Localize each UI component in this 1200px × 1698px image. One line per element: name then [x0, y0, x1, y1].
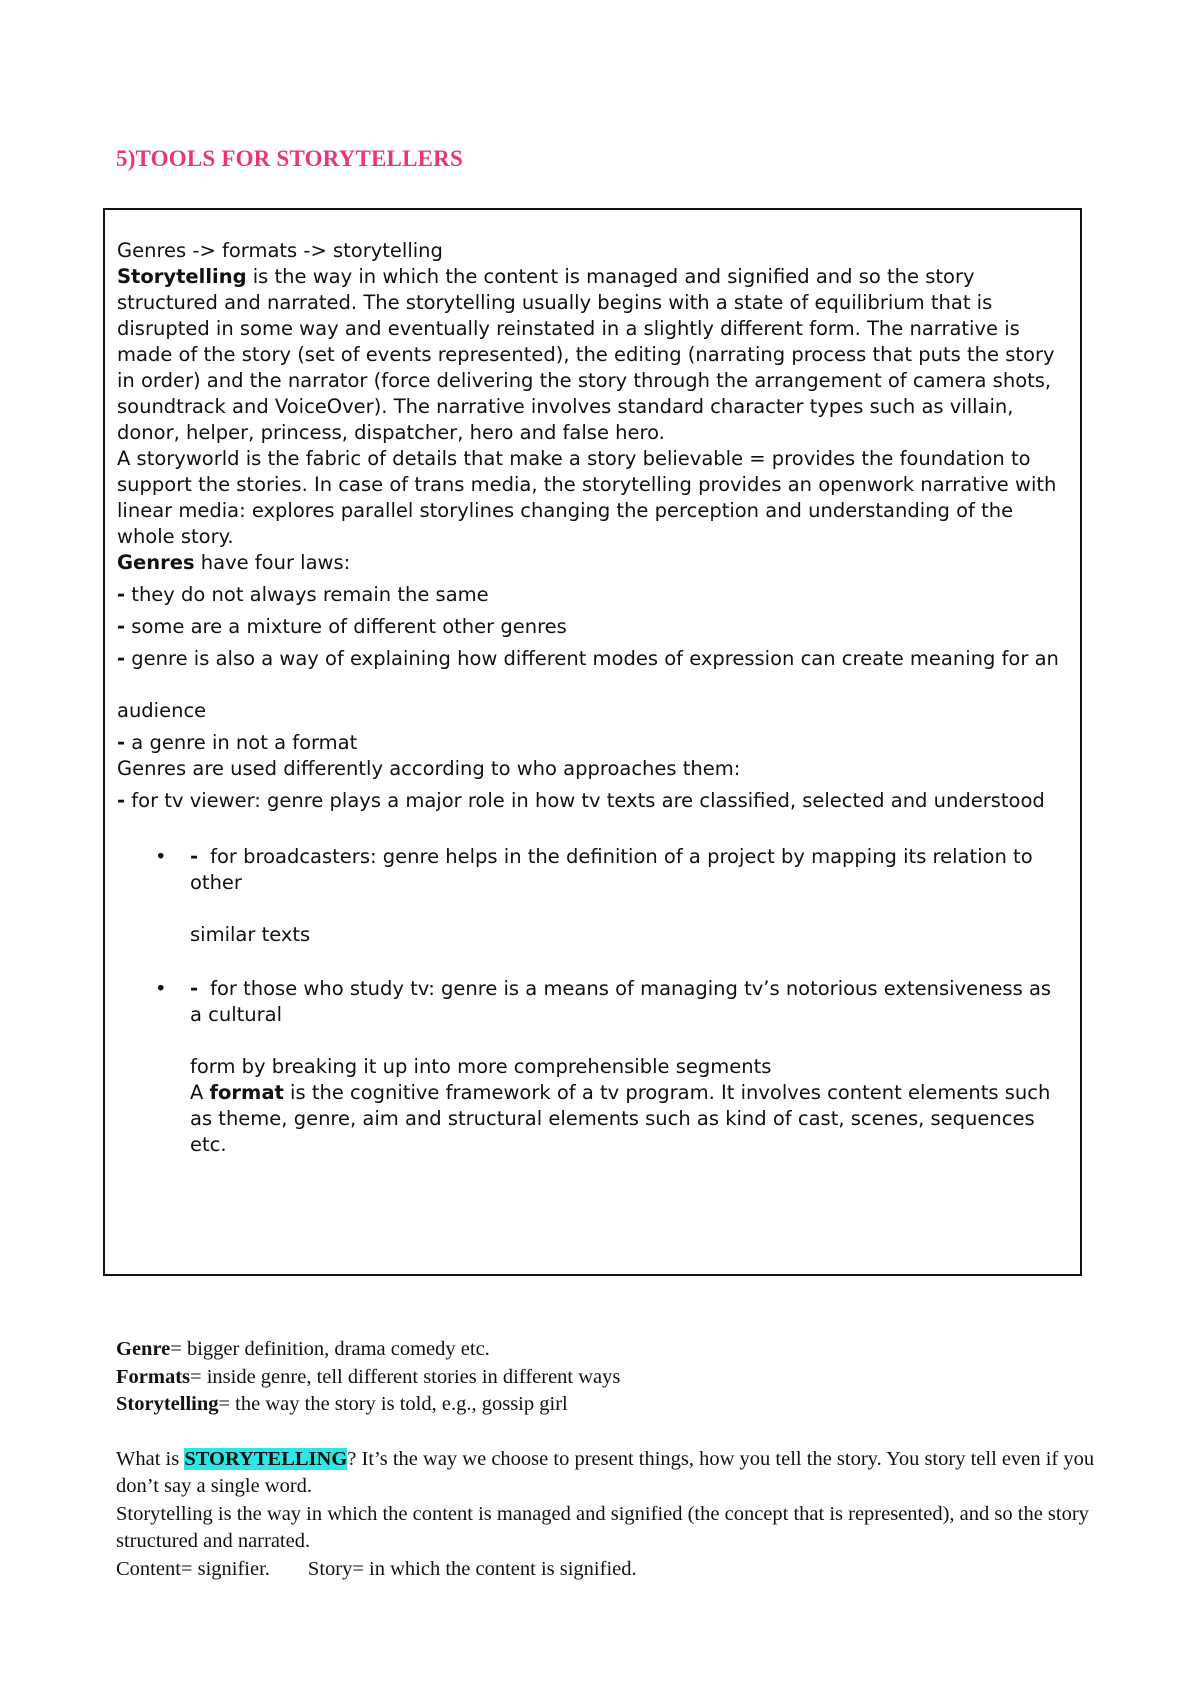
genres-laws-heading: Genres have four laws:: [117, 551, 351, 574]
summary-box-content: [117, 238, 1067, 1158]
spacer: [116, 1419, 1096, 1446]
storyworld-paragraph: A storyworld is the fabric of details that make a story believable = provides the foundation to support the stories. In case of trans media, the storytelling provides an openwork narrative with linear media: explores parallel storylines changing the perception and understanding of the whole story.: [117, 447, 1057, 548]
format-term: format: [209, 1081, 284, 1104]
law-item: - they do not always remain the same: [117, 583, 489, 606]
flow-line: Genres -> formats -> storytelling: [117, 239, 443, 262]
genres-usage-line: Genres are used differently according to who approaches them:: [117, 757, 741, 780]
definition-line: Genre= bigger definition, drama comedy etc.: [116, 1338, 490, 1360]
storytelling-definition: Storytelling is the way in which the content is managed and signified (the concept that is represented), and so the story structured and narrated.: [116, 1502, 1089, 1552]
content-story-line: Content= signifier. Story= in which the content is signified.: [116, 1557, 637, 1580]
law-item-continuation: audience: [117, 699, 207, 722]
bullet-list-item: • - for broadcasters: genre helps in the definition of a project by mapping its relation to other: [155, 845, 1033, 894]
bullet-icon: •: [155, 977, 167, 1000]
storytelling-paragraph: Storytelling is the way in which the content is managed and signified and so the story structured and narrated. The storytelling usually begins with a state of equilibrium that is disrupted in some way and eventually reinstated in a slightly different form. The narrative is made of the story (set of events represented), the editing (narrating process that puts the story in order) and the narrator (force delivering the story through the arrangement of camera shots, soundtrack and VoiceOver). The narrative involves standard character types such as villain, donor, helper, princess, dispatcher, hero and false hero.: [117, 265, 1055, 444]
section-heading: 5)TOOLS FOR STORYTELLERS: [116, 146, 463, 171]
what-is-storytelling-paragraph: What is STORYTELLING? It’s the way we choose to present things, how you tell the story. You story tell even if you don’t say a single word.: [116, 1447, 1095, 1497]
bullet-continuation: similar texts: [190, 923, 311, 946]
law-item: - some are a mixture of different other genres: [117, 615, 567, 638]
law-item: - a genre in not a format: [117, 731, 358, 754]
notes-section: [116, 1336, 1096, 1583]
bullet-icon: •: [155, 845, 167, 868]
usage-item: - for tv viewer: genre plays a major role in how tv texts are classified, selected and understood: [117, 789, 1045, 812]
summary-box: [103, 208, 1082, 1276]
format-paragraph: A format is the cognitive framework of a tv program. It involves content elements such as theme, genre, aim and structural elements such as kind of cast, scenes, sequences etc.: [190, 1081, 1051, 1156]
storytelling-term: Storytelling: [117, 265, 247, 288]
law-item: - genre is also a way of explaining how different modes of expression can create meaning for an: [117, 647, 1059, 670]
definition-line: Storytelling= the way the story is told, e.g., gossip girl: [116, 1393, 568, 1415]
bullet-list-item: • - for those who study tv: genre is a means of managing tv’s notorious extensiveness as a cultural: [155, 977, 1052, 1026]
bullet-continuation: form by breaking it up into more comprehensible segments: [190, 1055, 772, 1078]
highlighted-term: STORYTELLING: [184, 1447, 348, 1470]
definition-line: Formats= inside genre, tell different stories in different ways: [116, 1365, 621, 1388]
